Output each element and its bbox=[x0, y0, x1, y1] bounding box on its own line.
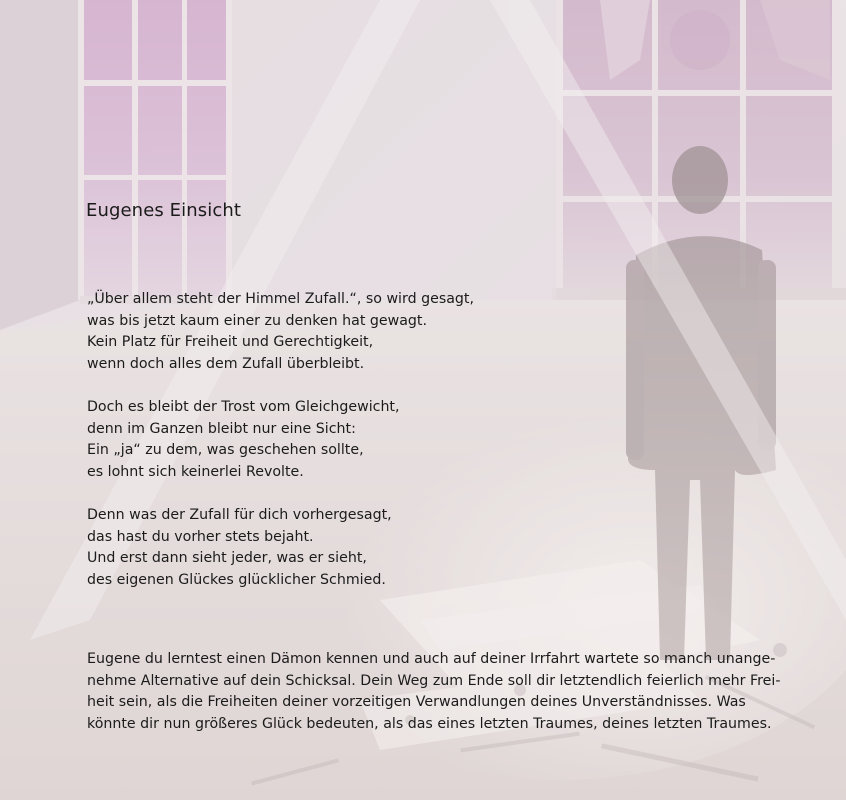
poem-stanza bbox=[87, 505, 392, 591]
page-title: Eugenes Einsicht bbox=[86, 200, 241, 221]
poem-line: das hast du vorher stets bejaht. bbox=[87, 528, 314, 545]
poem-line: denn im Ganzen bleibt nur eine Sicht: bbox=[87, 420, 356, 437]
poem-stanza bbox=[87, 289, 474, 375]
poem-line: des eigenen Glückes glücklicher Schmied. bbox=[87, 571, 386, 588]
poem-line: es lohnt sich keinerlei Revolte. bbox=[87, 463, 304, 480]
prose-line: nehme Alternative auf dein Schicksal. Dein Weg zum Ende soll dir letztendlich feierlich mehr Frei- bbox=[87, 672, 781, 689]
poem-line: was bis jetzt kaum einer zu denken hat gewagt. bbox=[87, 312, 428, 329]
poem-stanza bbox=[87, 397, 400, 483]
poem-line: „Über allem steht der Himmel Zufall.“, so wird gesagt, bbox=[87, 291, 474, 307]
prose-paragraph bbox=[87, 649, 780, 735]
poem-line: Ein „ja“ zu dem, was geschehen sollte, bbox=[87, 442, 364, 459]
prose-line: Eugene du lerntest einen Dämon kennen und auch auf deiner Irrfahrt wartete so manch unange- bbox=[87, 651, 776, 667]
poem-line: Kein Platz für Freiheit und Gerechtigkeit, bbox=[87, 334, 374, 351]
prose-line: könnte dir nun größeres Glück bedeuten, als das eines letzten Traumes, deines letzten Traumes. bbox=[87, 715, 772, 732]
prose-line: heit sein, als die Freiheiten deiner vorzeitigen Verwandlungen deines Unverständnisses. Was bbox=[87, 694, 746, 711]
poem-line: Denn was der Zufall für dich vorhergesagt, bbox=[87, 507, 392, 523]
poem-line: Doch es bleibt der Trost vom Gleichgewicht, bbox=[87, 399, 400, 415]
poem-line: wenn doch alles dem Zufall überbleibt. bbox=[87, 355, 365, 372]
poem-line: Und erst dann sieht jeder, was er sieht, bbox=[87, 550, 367, 567]
